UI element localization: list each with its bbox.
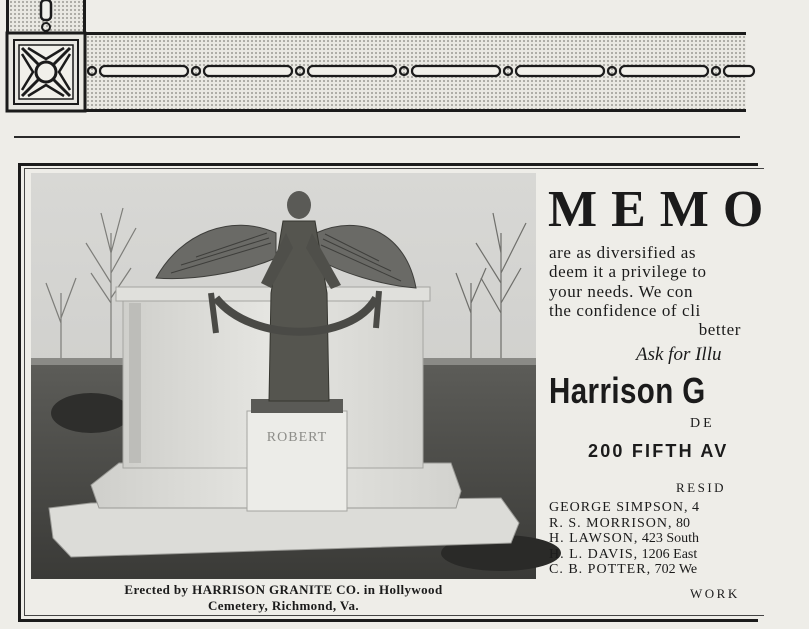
resident-agents-heading: RESID xyxy=(676,480,727,495)
agent-name: GEORGE SIMPSON, xyxy=(549,500,689,515)
body-line: better xyxy=(698,320,741,340)
agent-row xyxy=(549,531,699,547)
department-label: DE xyxy=(690,416,715,431)
caption-line-1: Erected by HARRISON GRANITE CO. in Hollywood xyxy=(124,582,443,597)
agent-name: R. S. MORRISON, xyxy=(549,515,673,531)
agent-row xyxy=(549,547,699,563)
caption-line-2: Cemetery, Richmond, Va. xyxy=(207,598,360,613)
agent-row xyxy=(549,562,699,578)
body-line: deem it a privilege to xyxy=(549,262,707,282)
agent-row xyxy=(549,500,699,516)
ad-body-text xyxy=(549,243,809,339)
agents-list xyxy=(549,500,699,578)
top-stem-ornament xyxy=(36,0,56,32)
body-line: are as diversified as xyxy=(549,243,697,262)
company-address: 200 FIFTH AV xyxy=(588,441,729,461)
ad-headline: MEMO xyxy=(548,181,778,238)
monument-photo xyxy=(31,173,536,579)
monument-inscription: ROBERT xyxy=(266,430,328,445)
agent-address: 1206 East xyxy=(641,546,698,562)
works-label: WORK xyxy=(690,586,740,601)
body-line: your needs. We con xyxy=(549,281,694,301)
body-line: the confidence of cli xyxy=(549,300,701,320)
ask-for-illustrations: Ask for Illu xyxy=(636,344,722,365)
photo-caption xyxy=(31,582,536,614)
chain-ornament xyxy=(86,58,740,84)
agent-name: H. L. DAVIS, xyxy=(549,546,639,562)
agent-address: 4 xyxy=(691,500,699,515)
agent-address: 80 xyxy=(676,515,691,531)
agent-name: H. LAWSON, xyxy=(549,531,639,547)
corner-ornament-icon xyxy=(6,32,86,112)
horizontal-rule xyxy=(14,136,740,138)
agent-row xyxy=(549,516,699,532)
agent-address: 702 We xyxy=(654,562,698,578)
agent-address: 423 South xyxy=(641,531,700,547)
company-name: Harrison G xyxy=(549,370,706,411)
agent-name: C. B. POTTER, xyxy=(549,562,652,578)
